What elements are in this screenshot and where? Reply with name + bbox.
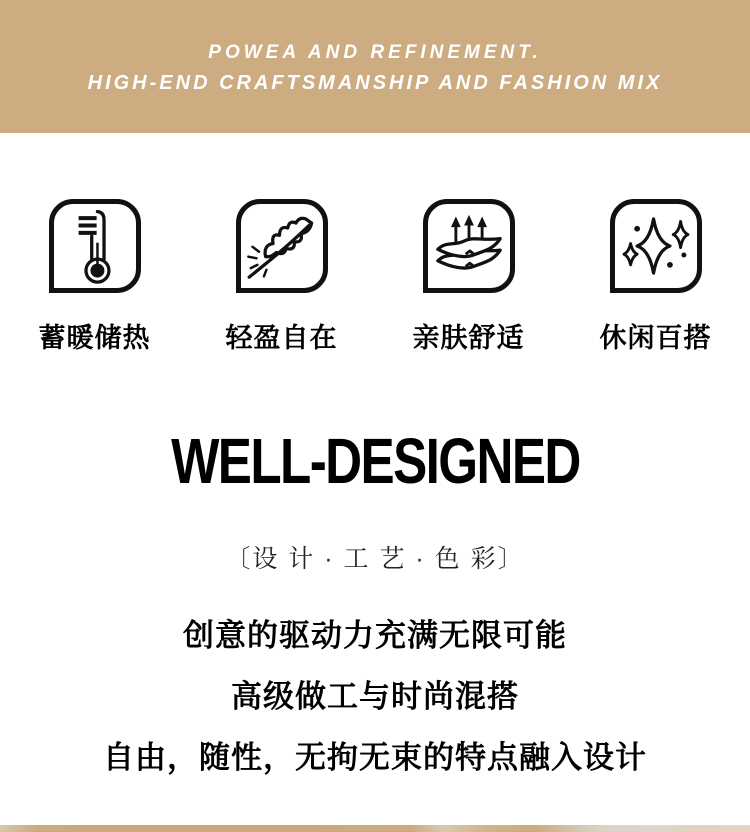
feature-lightweight: [188, 199, 375, 355]
feature-row: [0, 199, 750, 355]
feature-label: 轻盈自在: [225, 323, 338, 353]
thermometer-icon: [49, 199, 141, 293]
body-line-2: 高级做工与时尚混搭: [231, 679, 519, 714]
feature-label: 亲肤舒适: [412, 323, 525, 353]
page-title: WELL-DESIGNED: [170, 425, 580, 497]
banner-slogan-line2: HIGH-END CRAFTSMANSHIP AND FASHION MIX: [87, 72, 663, 94]
body-line-1: 创意的驱动力充满无限可能: [183, 618, 567, 653]
feature-label: 休闲百搭: [599, 323, 712, 353]
body-copy: [0, 620, 750, 803]
feature-versatile: [562, 199, 749, 355]
page-subtitle: 〔设 计 · 工 艺 · 色 彩〕: [225, 545, 525, 573]
feather-icon: [236, 199, 328, 293]
next-section-edge: [0, 825, 750, 832]
feature-skin-friendly: [375, 199, 562, 355]
banner-slogan-line1: POWEA AND REFINEMENT.: [208, 42, 542, 63]
feature-label: 蓄暖储热: [38, 323, 151, 353]
top-banner: [0, 0, 750, 133]
sparkles-icon: [610, 199, 702, 293]
breathable-fabric-icon: [423, 199, 515, 293]
feature-heat-storage: [1, 199, 188, 355]
body-line-3: 自由，随性，无拘无束的特点融入设计: [103, 740, 647, 775]
